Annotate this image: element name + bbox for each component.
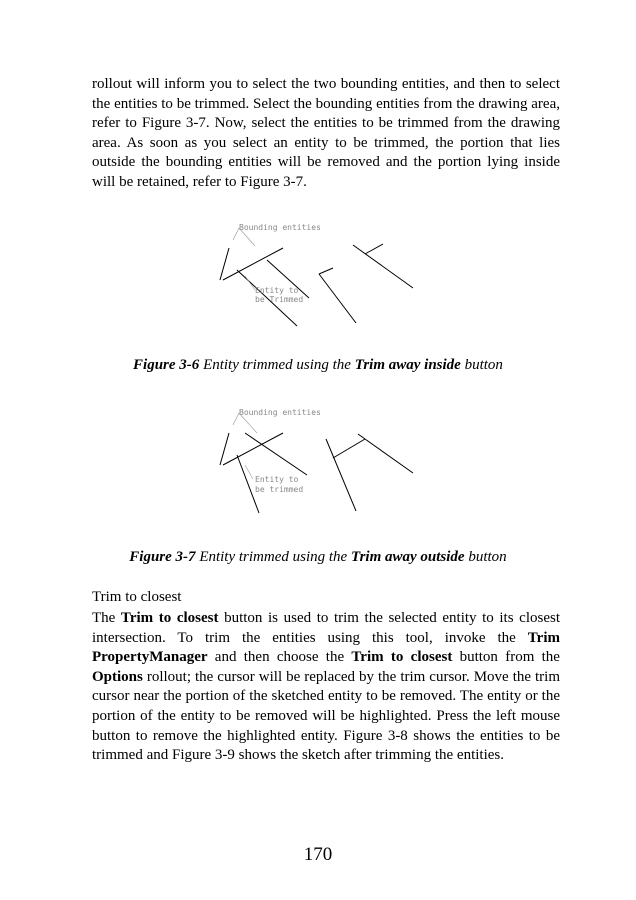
caption-text: Entity trimmed using the [199, 357, 355, 373]
intro-paragraph: rollout will inform you to select the two bounding entities, and then to select the entities to be trimmed. Select the bounding entities from the drawing area, refer to Figure 3-7. Now, select the entities to be trimmed from the drawing area. As soon as you select an entity to be trimmed, the portion that lies outside the bounding entities will be removed and the portion lying inside will be retained, refer to Figure 3-7. [92, 76, 560, 190]
caption-button-name: Trim away outside [350, 549, 465, 565]
figure-3-6-caption [0, 357, 636, 374]
caption-text-end: button [460, 357, 503, 373]
bold-term: Trim PropertyManager [92, 629, 560, 666]
trim-to-closest-paragraph [92, 609, 560, 766]
figure-3-7-number: Figure 3-7 [129, 549, 196, 565]
bold-term: Trim to closest [351, 649, 453, 666]
caption-button-name: Trim away inside [354, 357, 461, 373]
text-run: and then choose the [207, 649, 352, 666]
entity-to-trim-label: Entity to [255, 475, 299, 484]
entity-to-trim-label: Entity to [255, 286, 299, 295]
figure-3-6-drawing [215, 218, 415, 328]
section-heading: Trim to closest [92, 589, 182, 605]
text-run: The [92, 610, 121, 626]
bounding-entities-label: Bounding entities [239, 223, 321, 232]
figure-3-7-drawing [215, 403, 415, 518]
bounding-entities-label: Bounding entities [239, 408, 321, 417]
caption-text: Entity trimmed using the [195, 549, 351, 565]
text-run: button is used to trim the selected entity to its closest intersection. To trim the entities using this tool, invoke the [92, 610, 560, 646]
text-run: rollout; the cursor will be replaced by the trim cursor. Move the trim cursor near the portion of the sketched entity to be removed. The entity or the portion of the entity to be removed will be highlighted. Press the left mouse button to remove the highlighted entity. Figure 3-8 shows the entities to be trimmed and Figure 3-9 shows the sketch after trimming the entities. [92, 668, 560, 764]
entity-to-trim-label-line2: be Trimmed [255, 295, 304, 304]
figure-3-6-number: Figure 3-6 [133, 357, 200, 373]
figure-3-7-caption [0, 549, 636, 566]
text-run: button from the [452, 649, 560, 666]
caption-text-end: button [464, 549, 507, 565]
bold-term: Trim to closest [120, 610, 219, 626]
page-number: 170 [303, 844, 333, 865]
entity-to-trim-label-line2: be trimmed [255, 485, 304, 494]
bold-term: Options [92, 668, 143, 685]
